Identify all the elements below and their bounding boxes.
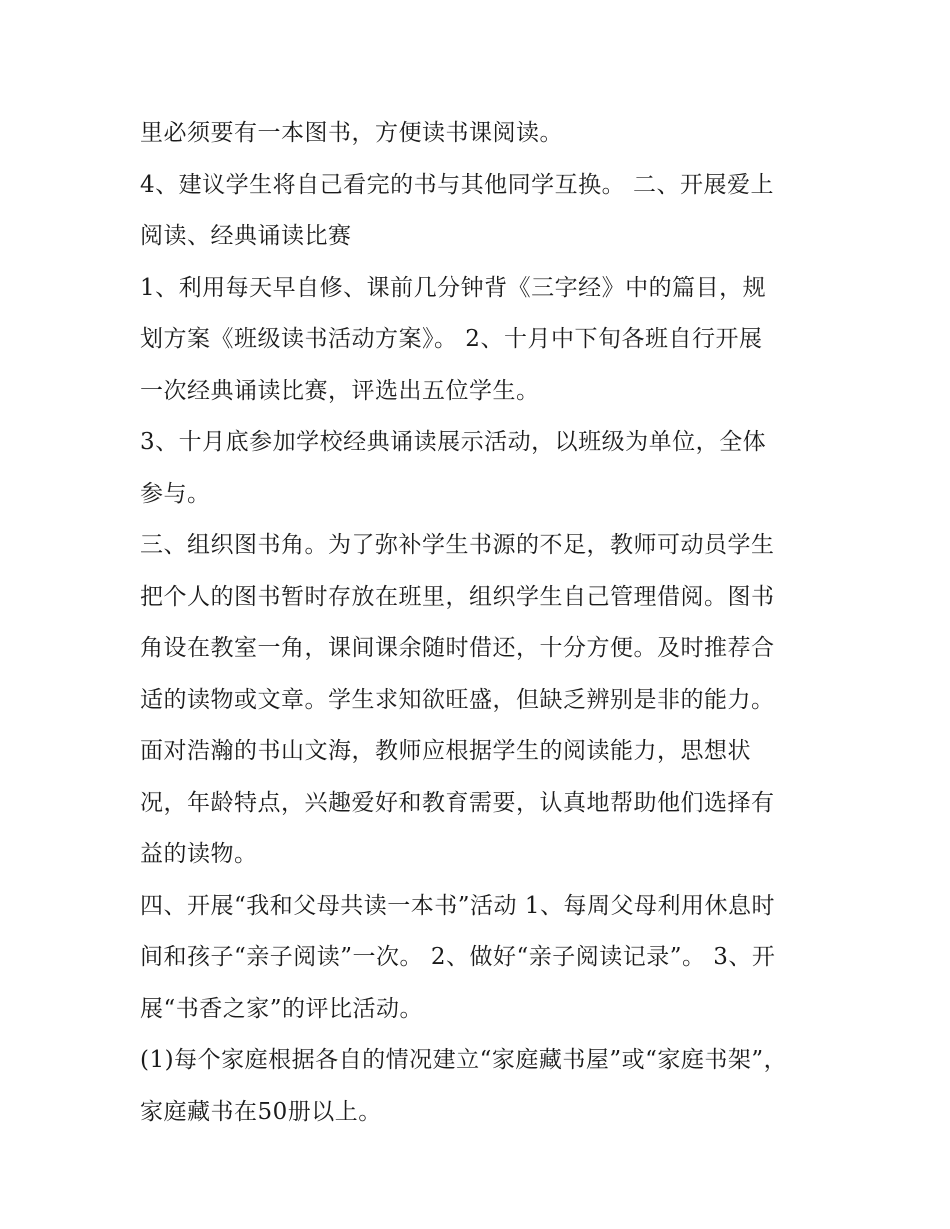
text-line: 一次经典诵读比赛，评选出五位学生。	[140, 377, 540, 404]
text-line: 家庭藏书在50册以上。	[140, 1098, 382, 1125]
text-line: 间和孩子“亲子阅读”一次。 2、做好“亲子阅读记录”。 3、开	[140, 944, 776, 970]
text-line: 展“书香之家”的评比活动。	[140, 995, 424, 1022]
text-line: 划方案《班级读书活动方案》。 2、十月中下旬各班自行开展	[140, 326, 763, 352]
text-line: 参与。	[140, 480, 211, 507]
text-line: 3、十月底参加学校经典诵读展示活动，以班级为单位，全体	[140, 429, 767, 455]
text-line: 阅读、经典诵读比赛	[140, 223, 352, 249]
text-line: 把个人的图书暂时存放在班里，组织学生自己管理借阅。图书	[140, 583, 775, 610]
text-line: 里必须要有一本图书，方便读书课阅读。	[140, 120, 563, 146]
text-line: 4、建议学生将自己看完的书与其他同学互换。 二、开展爱上	[140, 171, 774, 198]
text-line: 四、开展“我和父母共读一本书”活动 1、每周父母利用休息时	[140, 892, 775, 919]
text-line: 角设在教室一角，课间课余随时借还，十分方便。及时推荐合	[140, 635, 775, 661]
text-line: 面对浩瀚的书山文海，教师应根据学生的阅读能力，思想状	[140, 738, 751, 764]
document-body	[140, 108, 820, 1138]
text-line: 况，年龄特点，兴趣爱好和教育需要，认真地帮助他们选择有	[140, 789, 775, 816]
text-line: 三、组织图书角。为了弥补学生书源的不足，教师可动员学生	[140, 532, 775, 558]
text-line: 适的读物或文章。学生求知欲旺盛，但缺乏辨别是非的能力。	[140, 686, 775, 713]
text-line: 益的读物。	[140, 841, 258, 867]
text-line: 1、利用每天早自修、课前几分钟背《三字经》中的篇目，规	[140, 274, 767, 301]
text-line: (1)每个家庭根据各自的情况建立“家庭藏书屋”或“家庭书架”，	[140, 1047, 788, 1073]
